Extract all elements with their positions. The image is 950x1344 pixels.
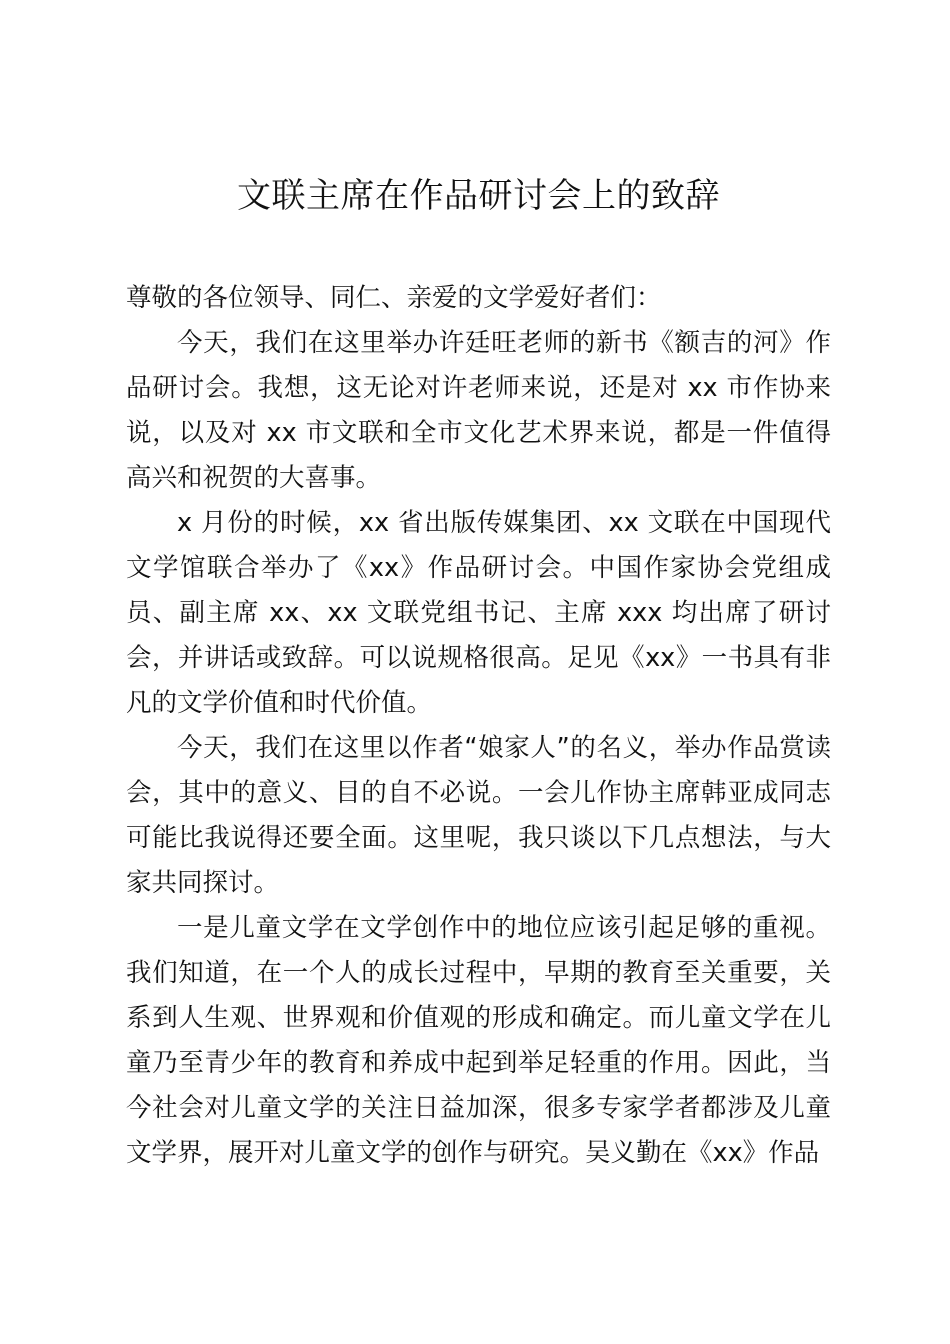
document-title: 文联主席在作品研讨会上的致辞 xyxy=(237,176,720,216)
paragraph-symposium: x 月份的时候，xx 省出版传媒集团、xx 文联在中国现代文学馆联合举办了《xx》作品研讨会。中国作家协会党组成员、副主席 xx、xx 文联党组书记、主席 xxx 均出席了研讨会，并讲话或致辞。可以说规格很高。足见《xx》一书具有非凡的文学价值和时代价值。 xyxy=(126,508,831,718)
paragraph-purpose: 今天，我们在这里以作者“娘家人”的名义，举办作品赏读会，其中的意义、目的自不必说。一会儿作协主席韩亚成同志可能比我说得还要全面。这里呢，我只谈以下几点想法，与大家共同探讨。 xyxy=(126,733,831,898)
paragraph-point-one: 一是儿童文学在文学创作中的地位应该引起足够的重视。我们知道，在一个人的成长过程中，早期的教育至关重要，关系到人生观、世界观和价值观的形成和确定。而儿童文学在儿童乃至青少年的教育和养成中起到举足轻重的作用。因此，当今社会对儿童文学的关注日益加深，很多专家学者都涉及儿童文学界，展开对儿童文学的创作与研究。吴义勤在《xx》作品 xyxy=(126,913,831,1168)
salutation: 尊敬的各位领导、同仁、亲爱的文学爱好者们： xyxy=(126,283,662,313)
paragraph-opening: 今天，我们在这里举办许廷旺老师的新书《额吉的河》作品研讨会。我想，这无论对许老师来说，还是对 xx 市作协来说，以及对 xx 市文联和全市文化艺术界来说，都是一件值得高兴和祝贺的大喜事。 xyxy=(126,328,831,493)
